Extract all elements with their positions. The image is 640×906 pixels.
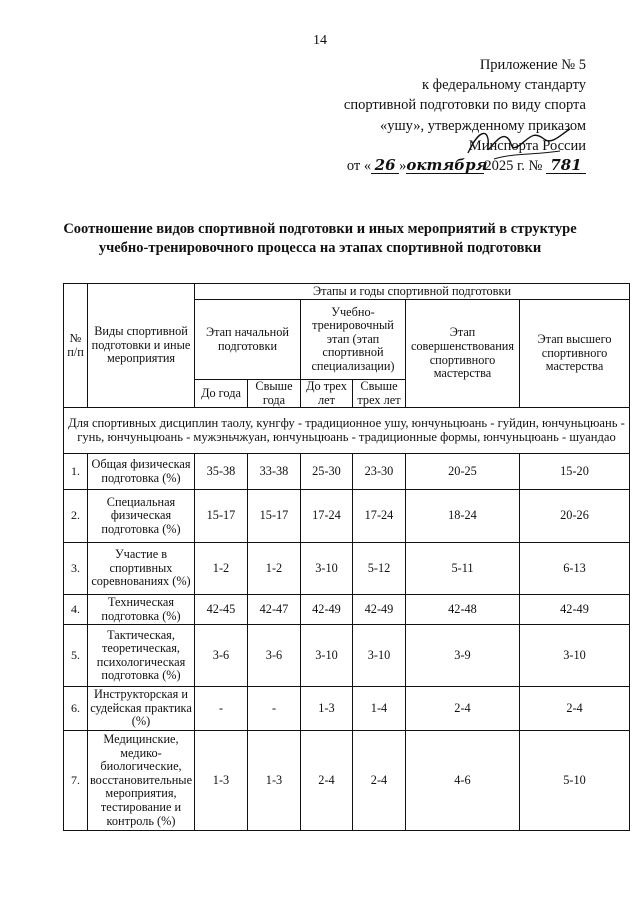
header-over-three: Свыше трех лет — [353, 380, 406, 408]
cell-upto-three: 1-3 — [301, 687, 353, 731]
cell-over-year: 42-47 — [248, 595, 301, 625]
cell-over-year: - — [248, 687, 301, 731]
cell-upto-year: 3-6 — [195, 625, 248, 687]
header-stage-initial: Этап начальной подготовки — [195, 300, 301, 380]
cell-improvement: 3-9 — [406, 625, 520, 687]
row-num: 1. — [64, 454, 88, 490]
page-number: 14 — [313, 33, 327, 48]
cell-over-three: 2-4 — [353, 731, 406, 831]
order-mid: » — [399, 158, 407, 175]
cell-over-year: 1-2 — [248, 543, 301, 595]
cell-improvement: 18-24 — [406, 490, 520, 543]
row-num: 4. — [64, 595, 88, 625]
header-upto-year: До года — [195, 380, 248, 408]
header-num: № п/п — [64, 284, 88, 408]
cell-over-three: 3-10 — [353, 625, 406, 687]
document-title — [40, 220, 600, 258]
row-activity: Тактическая, теоретическая, психологическая подготовка (%) — [88, 625, 195, 687]
table-row — [64, 625, 630, 687]
cell-higher: 20-26 — [520, 490, 630, 543]
row-activity: Специальная физическая подготовка (%) — [88, 490, 195, 543]
cell-upto-year: 1-3 — [195, 731, 248, 831]
cell-higher: 15-20 — [520, 454, 630, 490]
cell-improvement: 4-6 — [406, 731, 520, 831]
appendix-title: Приложение № 5 — [479, 57, 586, 73]
order-prefix: от « — [346, 158, 372, 175]
cell-over-three: 23-30 — [353, 454, 406, 490]
cell-higher: 42-49 — [520, 595, 630, 625]
cell-over-year: 33-38 — [248, 454, 301, 490]
row-num: 2. — [64, 490, 88, 543]
cell-upto-year: - — [195, 687, 248, 731]
row-activity: Участие в спортивных соревнованиях (%) — [88, 543, 195, 595]
cell-higher: 6-13 — [520, 543, 630, 595]
header-activity: Виды спортивной подготовки и иные мероприятия — [88, 284, 195, 408]
table-row — [64, 595, 630, 625]
order-day: 26 — [371, 158, 399, 174]
cell-higher: 5-10 — [520, 731, 630, 831]
row-activity: Техническая подготовка (%) — [88, 595, 195, 625]
row-activity: Общая физическая подготовка (%) — [88, 454, 195, 490]
header-upto-three: До трех лет — [301, 380, 353, 408]
cell-upto-year: 15-17 — [195, 490, 248, 543]
cell-improvement: 42-48 — [406, 595, 520, 625]
table-row — [64, 454, 630, 490]
row-num: 7. — [64, 731, 88, 831]
cell-over-three: 5-12 — [353, 543, 406, 595]
order-month: октября — [406, 156, 488, 175]
appendix-line-ministry: Минспорта России — [468, 137, 586, 154]
appendix-order-date — [286, 156, 586, 176]
row-num: 6. — [64, 687, 88, 731]
row-activity: Медицинские, медико-биологические, восстановительные мероприятия, тестирование и контроль (%) — [88, 731, 195, 831]
cell-upto-three: 25-30 — [301, 454, 353, 490]
cell-over-three: 17-24 — [353, 490, 406, 543]
cell-improvement: 20-25 — [406, 454, 520, 490]
cell-higher: 3-10 — [520, 625, 630, 687]
cell-upto-year: 1-2 — [195, 543, 248, 595]
appendix-line-standard: к федеральному стандарту — [422, 77, 586, 94]
header-stage-higher: Этап высшего спортивного мастерства — [520, 300, 630, 408]
row-num: 3. — [64, 543, 88, 595]
order-year: 2025 г. № — [484, 158, 543, 175]
cell-improvement: 2-4 — [406, 687, 520, 731]
cell-upto-three: 42-49 — [301, 595, 353, 625]
header-stage-training: Учебно-тренировочный этап (этап спортивной специализации) — [301, 300, 406, 380]
cell-improvement: 5-11 — [406, 543, 520, 595]
cell-over-year: 3-6 — [248, 625, 301, 687]
appendix-block — [286, 55, 586, 176]
cell-over-three: 1-4 — [353, 687, 406, 731]
order-number: 781 — [546, 158, 586, 174]
cell-upto-three: 17-24 — [301, 490, 353, 543]
training-ratio-table — [63, 283, 630, 831]
document-title-line-1: Соотношение видов спортивной подготовки и иных мероприятий в структуре — [63, 221, 577, 237]
document-title-line-2: учебно-тренировочного процесса на этапах спортивной подготовки — [98, 240, 542, 256]
section-title: Для спортивных дисциплин таолу, кунгфу - традиционное ушу, юнчуньцюань - гуйдин, юнчуньцюань - гунь, юнчуньцюань - мужэньчжуан, юнчуньцюань - традиционные формы, юнчуньцюань - шуандао — [64, 408, 630, 454]
header-stage-improvement: Этап совершенствования спортивного мастерства — [406, 300, 520, 408]
appendix-line-sport: спортивной подготовки по виду спорта — [343, 97, 586, 114]
table-row — [64, 543, 630, 595]
cell-upto-year: 35-38 — [195, 454, 248, 490]
cell-over-three: 42-49 — [353, 595, 406, 625]
cell-upto-three: 2-4 — [301, 731, 353, 831]
cell-upto-three: 3-10 — [301, 625, 353, 687]
row-activity: Инструкторская и судейская практика (%) — [88, 687, 195, 731]
header-over-year: Свыше года — [248, 380, 301, 408]
cell-over-year: 1-3 — [248, 731, 301, 831]
cell-over-year: 15-17 — [248, 490, 301, 543]
cell-higher: 2-4 — [520, 687, 630, 731]
appendix-line-order: «ушу», утвержденному приказом — [379, 117, 586, 134]
table-row — [64, 490, 630, 543]
table-row — [64, 687, 630, 731]
table-row — [64, 731, 630, 831]
cell-upto-three: 3-10 — [301, 543, 353, 595]
header-stages-group: Этапы и годы спортивной подготовки — [195, 284, 630, 300]
cell-upto-year: 42-45 — [195, 595, 248, 625]
row-num: 5. — [64, 625, 88, 687]
